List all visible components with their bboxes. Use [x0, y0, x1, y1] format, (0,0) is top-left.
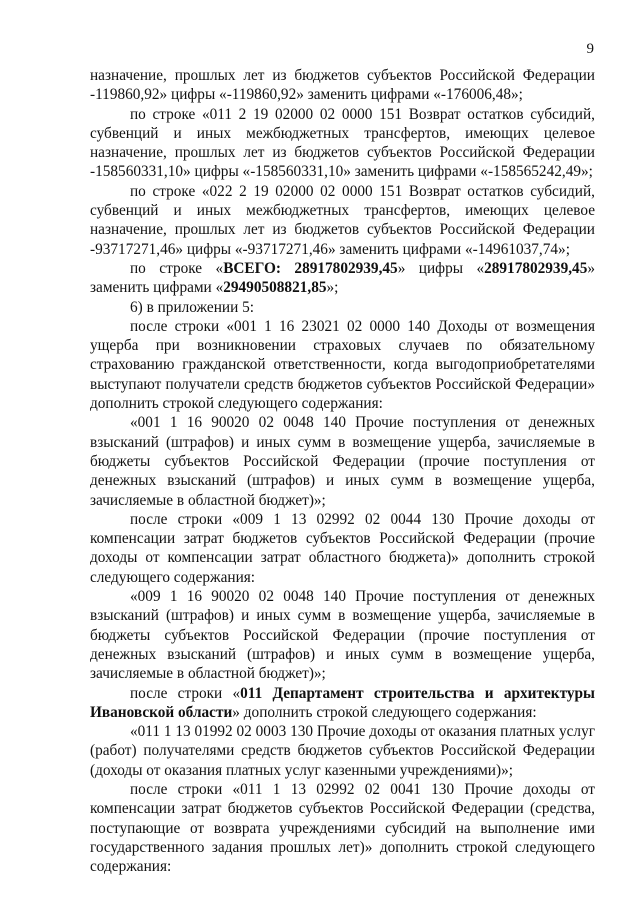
paragraph — [90, 66, 595, 105]
text-run: по строке «011 2 19 02000 02 0000 151 Возврат остатков субсидий, субвенций и иных межбюджетных трансфертов, имеющих целевое назначение, прошлых лет из бюджетов субъектов Российской Федерации -158560331,10» цифры «-158560331,10» заменить цифрами «-158565242,49»; — [90, 105, 595, 181]
paragraph — [90, 510, 595, 587]
text-run: после строки «009 1 13 02992 02 0044 130 Прочие доходы от компенсации затрат бюджетов субъектов Российской Федерации (прочие доходы от компенсации затрат областного бюджета)» дополнить строкой следующего содержания: — [90, 510, 595, 586]
paragraph — [90, 105, 595, 182]
paragraph — [90, 259, 595, 298]
paragraph — [90, 182, 595, 259]
paragraph — [90, 684, 595, 723]
text-run: »; — [326, 279, 339, 297]
text-run: » заменить цифрами « — [90, 259, 596, 297]
text-run: «011 1 13 01992 02 0003 130 Прочие доходы от оказания платных услуг (работ) получателями средств бюджетов субъектов Российской Федерации (доходы от оказания платных услуг казенными учреждениями)»; — [90, 723, 595, 779]
bold-text: ВСЕГО: 28917802939,45 — [223, 259, 398, 277]
paragraph — [90, 587, 595, 683]
paragraph — [90, 780, 595, 876]
text-run: назначение, прошлых лет из бюджетов субъектов Российской Федерации -119860,92» цифры «-119860,92» заменить цифрами «-176006,48»; — [90, 67, 595, 104]
paragraph — [90, 317, 595, 413]
paragraph — [90, 722, 595, 780]
paragraph — [90, 298, 595, 317]
bold-text: 011 Департамент строительства и архитектуры Ивановской области — [90, 684, 595, 721]
text-run: » цифры « — [397, 259, 485, 277]
text-run: после строки «001 1 16 23021 02 0000 140 Доходы от возмещения ущерба при возникновении страховых случаев по обязательному страхованию гражданской ответственности, когда выгодоприобретателями выступают получатели средств бюджетов субъектов Российской Федерации» дополнить строкой следующего содержания: — [90, 317, 595, 413]
text-run: «009 1 16 90020 02 0048 140 Прочие поступления от денежных взысканий (штрафов) и иных сумм в возмещение ущерба, зачисляемые в бюджеты субъектов Российской Федерации (прочие поступления от денежных взысканий (штрафов) и иных сумм в возмещение ущерба, зачисляемые в областной бюджет)»; — [90, 588, 595, 683]
text-run: 6) в приложении 5: — [130, 298, 254, 316]
bold-text: 29490508821,85 — [223, 279, 327, 297]
text-run: » дополнить строкой следующего содержания: — [232, 703, 537, 721]
bold-text: 28917802939,45 — [484, 259, 588, 277]
document-body — [90, 66, 595, 876]
text-run: по строке « — [130, 259, 224, 277]
paragraph — [90, 413, 595, 509]
text-run: по строке «022 2 19 02000 02 0000 151 Возврат остатков субсидий, субвенций и иных межбюджетных трансфертов, имеющих целевое назначение, прошлых лет из бюджетов субъектов Российской Федерации -93717271,46» цифры «-93717271,46» заменить цифрами «-14961037,74»; — [90, 182, 595, 258]
text-run: после строки « — [130, 684, 241, 702]
text-run: после строки «011 1 13 02992 02 0041 130 Прочие доходы от компенсации затрат бюджетов субъектов Российской Федерации (средства, поступающие от возврата учреждениями субсидий на выполнение ими государственного задания прошлых лет)» дополнить строкой следующего содержания: — [90, 780, 595, 876]
page-number: 9 — [586, 41, 594, 57]
text-run: «001 1 16 90020 02 0048 140 Прочие поступления от денежных взысканий (штрафов) и иных сумм в возмещение ущерба, зачисляемые в бюджеты субъектов Российской Федерации (прочие поступления от денежных взысканий (штрафов) и иных сумм в возмещение ущерба, зачисляемые в областной бюджет)»; — [90, 414, 595, 509]
